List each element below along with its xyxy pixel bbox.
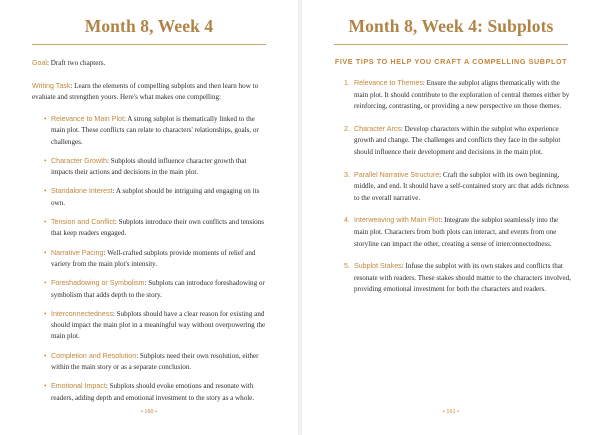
title-rule bbox=[32, 44, 266, 45]
list-item-text: : A strong subplot is thematically linked to the main plot. These conflicts can relate to characters' relationships, goals, or challenges. bbox=[51, 115, 259, 146]
page-title: Month 8, Week 4: Subplots bbox=[348, 16, 554, 36]
writing-task-label: Writing Task bbox=[32, 82, 71, 90]
list-item-label: Emotional Impact bbox=[51, 382, 106, 391]
list-item-text: : Develop characters within the subplot who experience growth and change. The challenges and conflicts they face in the subplot should influence their development and decisions in the main plot. bbox=[354, 124, 561, 156]
list-number: 2. bbox=[344, 124, 350, 133]
list-item bbox=[45, 248, 270, 271]
list-item-text: : Subplots can introduce foreshadowing or symbolism that adds depth to the story. bbox=[51, 279, 265, 299]
list-item bbox=[346, 78, 572, 113]
list-item-text: : Craft the subplot with its own beginning, middle, and end. It should have a self-contained story arc that adds richness to the overall narrative. bbox=[354, 170, 569, 202]
list-item bbox=[45, 114, 270, 148]
title-rule bbox=[334, 44, 568, 45]
bullet-icon: • bbox=[44, 351, 47, 360]
list-item-label: Interconnectedness bbox=[51, 309, 113, 318]
left-page bbox=[0, 0, 298, 435]
list-item bbox=[346, 170, 572, 205]
list-item bbox=[346, 215, 572, 250]
bullet-icon: • bbox=[44, 279, 47, 288]
list-number: 1. bbox=[344, 79, 350, 87]
list-item-label: Standalone Interest bbox=[51, 187, 113, 196]
list-item-text: : Subplots introduce their own conflicts and tensions that keep readers engaged. bbox=[51, 218, 265, 238]
list-item-label: Tension and Conflict bbox=[51, 218, 115, 227]
list-item-label: Relevance to Main Plot bbox=[51, 115, 124, 123]
list-item-label: Foreshadowing or Symbolism bbox=[51, 279, 145, 288]
goal-label: Goal bbox=[32, 59, 47, 67]
list-number: 4. bbox=[344, 216, 350, 225]
list-item-text: : Subplots need their own resolution, either within the main story or as a separate conclusion. bbox=[51, 351, 259, 372]
list-item-label: Relevance to Themes bbox=[354, 79, 423, 87]
list-item bbox=[45, 351, 270, 374]
list-item-label: Character Growth bbox=[51, 156, 107, 165]
list-item-label: Character Arcs bbox=[354, 124, 401, 133]
list-item bbox=[45, 156, 270, 179]
list-item-label: Interweaving with Main Plot bbox=[354, 216, 441, 225]
list-item-text: : Subplots should evoke emotions and resonate with readers, adding depth and emotional investment to the story as a whole. bbox=[51, 382, 255, 402]
list-item-text: : Subplots should have a clear reason for existing and should impact the main plot in a meaningful way without overpowering the main plot. bbox=[51, 309, 266, 341]
list-item bbox=[45, 186, 270, 209]
goal-text: : Draft two chapters. bbox=[46, 59, 106, 67]
goal-paragraph bbox=[32, 58, 268, 69]
bullet-icon: • bbox=[44, 115, 47, 123]
bullet-icon: • bbox=[44, 218, 47, 227]
bullet-icon: • bbox=[44, 187, 47, 196]
list-item-label: Subplot Stakes bbox=[354, 262, 402, 271]
list-item-text: : Infuse the subplot with its own stakes and conflicts that resonate with readers. These stakes should matter to the characters involved, providing emotional investment for both the characters and readers. bbox=[354, 262, 571, 294]
subplot-elements-list bbox=[45, 114, 270, 412]
list-item-text: : Subplots should influence character growth that impacts their actions and decisions in the main plot. bbox=[51, 156, 247, 177]
list-item-text: : Ensure the subplot aligns thematically with the main plot. It should contribute to the exploration of central themes either by reinforcing, contrasting, or providing a new perspective on those themes. bbox=[354, 79, 570, 111]
bullet-icon: • bbox=[44, 156, 47, 165]
bullet-icon: • bbox=[44, 382, 47, 391]
writing-task-text: : Learn the elements of compelling subplots and then learn how to evaluate and strengthen yours. Here's what makes one compelling: bbox=[32, 82, 259, 102]
bullet-icon: • bbox=[44, 309, 47, 318]
list-item bbox=[45, 217, 270, 240]
page-title: Month 8, Week 4 bbox=[84, 16, 214, 36]
list-item bbox=[45, 278, 270, 301]
list-item bbox=[346, 261, 572, 296]
list-item bbox=[45, 381, 270, 404]
bullet-icon: • bbox=[44, 248, 47, 257]
page-number: • 161 • bbox=[442, 409, 460, 415]
list-item-label: Narrative Pacing bbox=[51, 248, 104, 257]
list-item-text: : Integrate the subplot seamlessly into the main plot. Characters from both plots can interact, and events from one storyline can impact the other, creating a sense of interconnectedness. bbox=[354, 216, 559, 248]
list-number: 5. bbox=[344, 262, 350, 271]
list-item-text: : Well-crafted subplots provide moments of relief and variety from the main plot's intensity. bbox=[51, 248, 256, 268]
tips-list bbox=[346, 78, 572, 307]
list-item-label: Completion and Resolution bbox=[51, 351, 137, 360]
list-item bbox=[45, 309, 270, 343]
page-number: • 160 • bbox=[140, 409, 158, 415]
right-page bbox=[302, 0, 600, 435]
section-subheading: FIVE TIPS TO HELP YOU CRAFT A COMPELLING SUBPLOT bbox=[334, 57, 568, 66]
list-item bbox=[346, 124, 572, 159]
writing-task-paragraph bbox=[32, 81, 268, 104]
list-number: 3. bbox=[344, 170, 350, 179]
list-item-text: : A subplot should be intriguing and engaging on its own. bbox=[51, 187, 260, 207]
list-item-label: Parallel Narrative Structure bbox=[354, 170, 440, 179]
